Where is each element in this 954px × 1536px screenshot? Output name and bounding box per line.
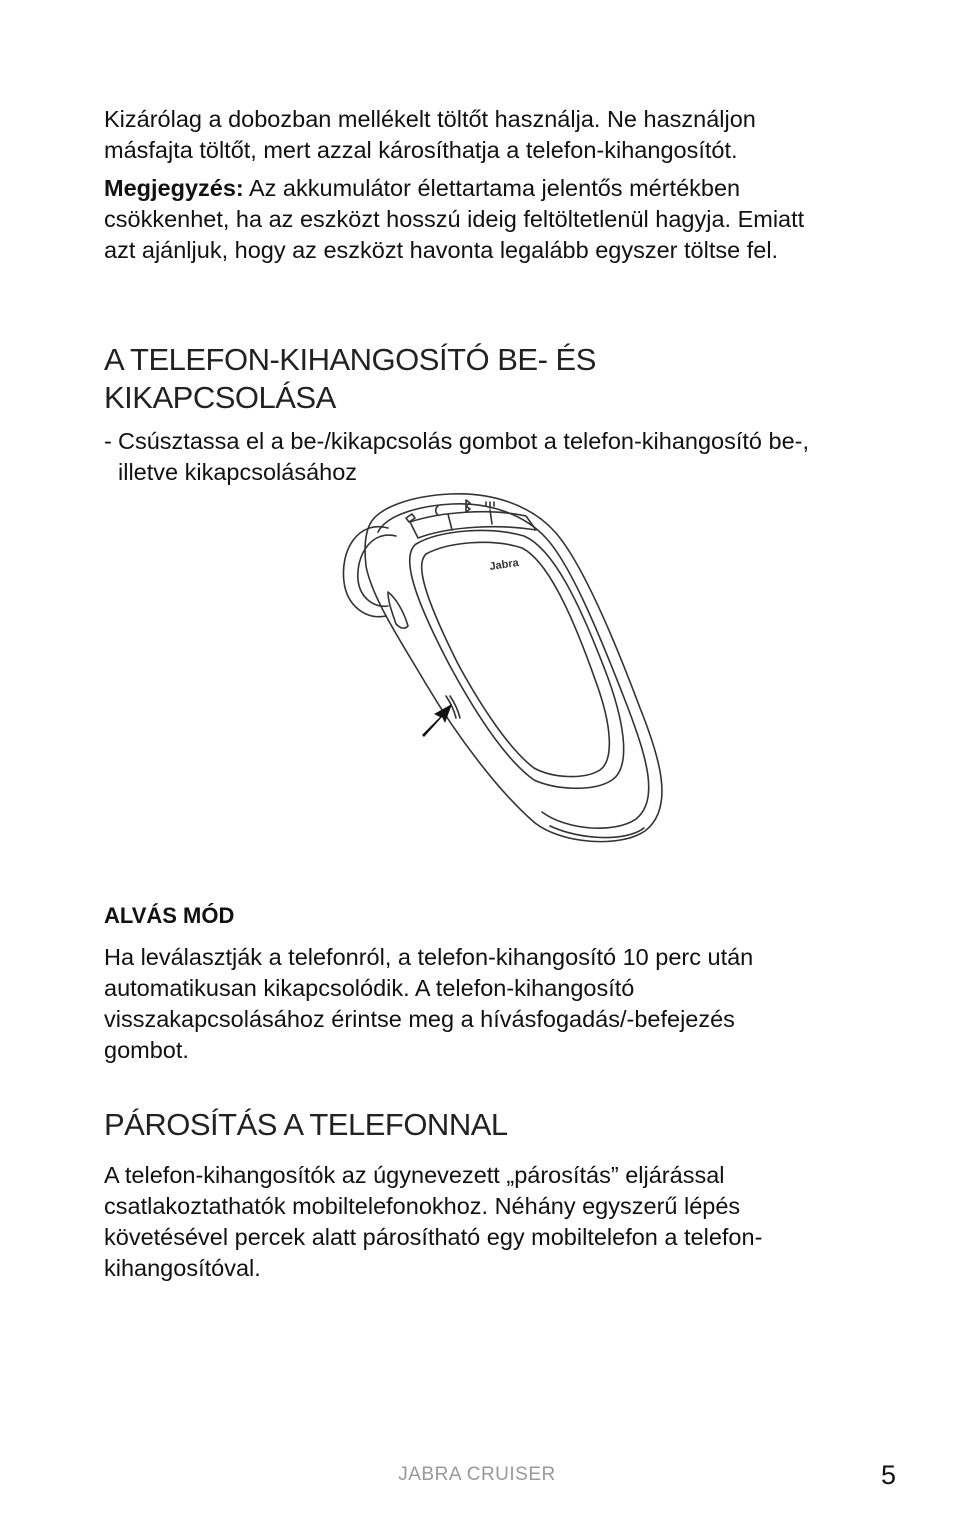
sleep-paragraph: Ha leválasztják a telefonról, a telefon-kihangosító 10 perc után automatikusan kikapcsolódik. A telefon-kihangosító visszakapcsolásához érintse meg a hívásfogadás/-befejezés gombot. <box>104 944 754 1063</box>
speakerphone-device-icon <box>330 488 690 848</box>
pairing-paragraph: A telefon-kihangosítók az úgynevezett „párosítás” eljárással csatlakoztathatók mobiltelefonokhoz. Néhány egyszerű lépés követésével percek alatt párosítható egy mobiltelefon a telefon-kihangosítóval. <box>104 1162 763 1281</box>
pairing-section <box>104 1106 834 1284</box>
note-label: Megjegyzés: <box>104 175 244 201</box>
pairing-heading: PÁROSÍTÁS A TELEFONNAL <box>104 1107 508 1142</box>
sleep-heading: ALVÁS MÓD <box>104 903 235 928</box>
power-heading: A TELEFON-KIHANGOSÍTÓ BE- ÉS KIKAPCSOLÁSA <box>104 342 596 415</box>
bullet-dash: - <box>104 428 112 454</box>
intro-block <box>104 104 834 266</box>
power-section <box>104 341 834 488</box>
charger-paragraph: Kizárólag a dobozban mellékelt töltőt használja. Ne használjon másfajta töltőt, mert azzal károsíthatja a telefon-kihangosítót. <box>104 106 756 163</box>
footer-title: JABRA CRUISER <box>398 1464 556 1485</box>
page-number: 5 <box>880 1460 896 1490</box>
sleep-section <box>104 902 834 1066</box>
power-bullet <box>104 426 820 488</box>
note-text: Az akkumulátor élettartama jelentős mértékben csökkenhet, ha az eszközt hosszú ideig feltöltetlenül hagyja. Emiatt azt ajánljuk, hogy az eszközt havonta legalább egyszer töltse fel. <box>104 175 805 263</box>
speakerphone-illustration <box>330 488 690 848</box>
power-bullet-text: Csúsztassa el a be-/kikapcsolás gombot a telefon-kihangosító be-, illetve kikapcsolásához <box>118 428 810 485</box>
note-paragraph <box>104 173 834 266</box>
brand-label: Jabra <box>488 557 520 573</box>
